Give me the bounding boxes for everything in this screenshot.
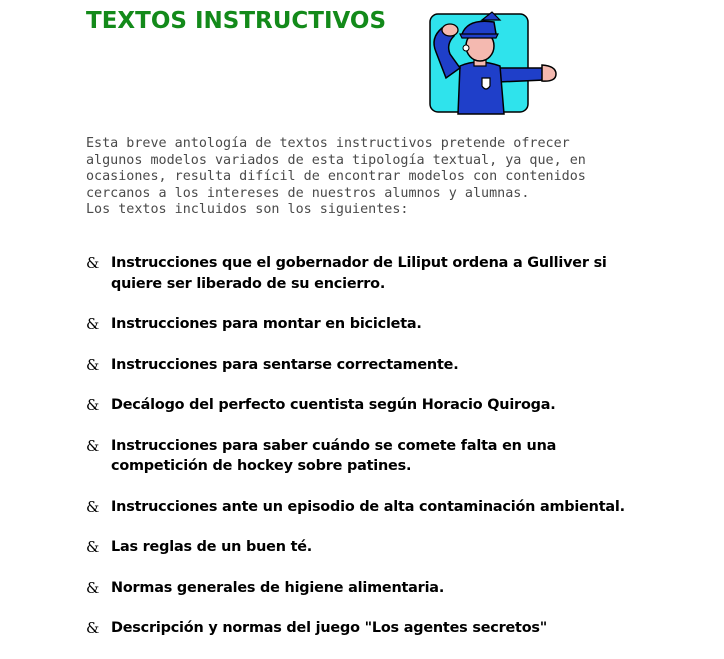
ampersand-bullet-icon: & [86,497,100,516]
list-item [86,355,646,376]
list-item-text: Normas generales de higiene alimentaria. [111,579,445,596]
list-item-text: Instrucciones para montar en bicicleta. [111,316,422,332]
text-list [86,253,646,659]
list-item [86,436,646,477]
list-item-text: Instrucciones que el gobernador de Liliput ordena a Gulliver si quiere ser liberado de su encierro. [111,255,607,292]
intro-paragraph: Esta breve antología de textos instructivos pretende ofrecer algunos modelos variados de esta tipología textual, ya que, en ocasiones, resulta difícil de encontrar modelos con contenidos cercanos a los intereses de nuestros alumnos y alumnas. Los textos incluidos son los siguientes: [86,136,586,218]
traffic-police-officer-icon [420,8,560,116]
list-item-text: Instrucciones ante un episodio de alta contaminación ambiental. [111,498,625,515]
page-title: TEXTOS INSTRUCTIVOS [86,8,387,34]
ampersand-bullet-icon: & [86,315,100,333]
list-item-text: Instrucciones para sentarse correctamente. [111,356,459,373]
list-item [86,314,646,335]
list-item-text: Las reglas de un buen té. [111,539,313,555]
list-item [86,395,646,416]
ampersand-bullet-icon: & [86,578,100,597]
list-item-text: Decálogo del perfecto cuentista según Horacio Quiroga. [111,397,556,413]
list-item [86,618,646,639]
list-item-text: Descripción y normas del juego "Los agentes secretos" [111,620,548,636]
ampersand-bullet-icon: & [86,436,100,455]
ampersand-bullet-icon: & [86,396,100,414]
ampersand-bullet-icon: & [86,619,100,637]
ampersand-bullet-icon: & [86,538,100,556]
list-item-text: Instrucciones para saber cuándo se comete falta en una competición de hockey sobre patines. [111,437,557,474]
list-item [86,253,646,294]
list-item [86,537,646,558]
ampersand-bullet-icon: & [86,254,100,272]
list-item [86,497,646,518]
ampersand-bullet-icon: & [86,355,100,374]
list-item [86,578,646,599]
